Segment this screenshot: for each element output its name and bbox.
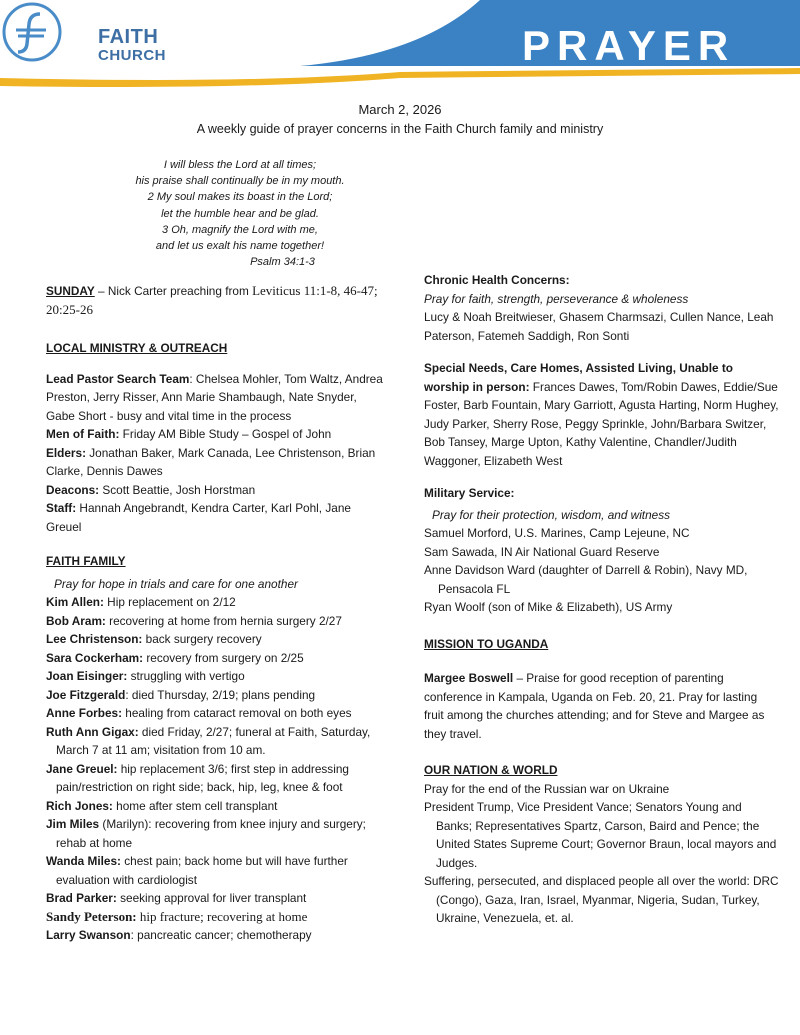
prayer-item [46,704,386,723]
ministry-label: Lead Pastor Search Team [46,371,190,386]
ministry-text: Scott Beattie, Josh Horstman [99,482,256,497]
prayer-item [46,889,386,908]
psalm-line: and let us exalt his name together! [155,240,325,253]
left-column [46,282,386,945]
prayer-text: : pancreatic cancer; chemotherapy [130,928,312,942]
prayer-text: back surgery recovery [142,632,262,646]
prayer-text: Hip replacement on 2/12 [103,595,236,609]
sunday-note [46,282,386,319]
ministry-text: Hannah Angebrandt, Kendra Carter, Karl Pohl, Jane Greuel [46,501,351,534]
prayer-name: Jim Miles [46,817,100,831]
prayer-text: died Friday, 2/27; funeral at Faith, Saturday, March 7 at 11 am; visitation from 10 am. [56,724,371,757]
ministry-item [46,499,386,536]
prayer-text: healing from cataract removal on both eyes [122,706,352,720]
prayer-name: Sara Cockerham: [46,650,144,665]
bulletin-subtitle: A weekly guide of prayer concerns in the Faith Church family and ministry [196,122,604,136]
uganda-text: – Praise for good reception of parenting conference in Kampala, Uganda on Feb. 20, 21. Pray for lasting fruit among the churches attending; and for Steve and Margee as they travel. [424,671,765,741]
nation-heading: OUR NATION & WORLD [424,763,558,777]
bulletin-date: March 2, 2026 [358,102,442,117]
ministry-label: Men of Faith: [46,427,120,441]
nation-item: Pray for the end of the Russian war on Ukraine [424,781,670,796]
psalm-reference: Psalm 34:1-3 [250,256,315,269]
prayer-item [46,852,386,889]
prayer-name: Ruth Ann Gigax: [46,724,139,739]
prayer-item [46,926,386,945]
military-item: Samuel Morford, U.S. Marines, Camp Lejeune, NC [424,526,690,540]
ministry-item [46,444,386,481]
prayer-text: : died Thursday, 2/19; plans pending [125,687,316,702]
prayer-item [46,797,386,816]
right-column [424,271,779,928]
brand-line1: FAITH [98,26,159,48]
psalm-line: 3 Oh, magnify the Lord with me, [162,223,318,236]
prayer-item [46,815,386,852]
ministry-text: Jonathan Baker, Mark Canada, Lee Christenson, Brian Clarke, Dennis Dawes [46,445,376,478]
brand-name [98,27,166,65]
ministry-label: Deacons: [46,482,100,497]
special-needs-heading: Special Needs, Care Homes, Assisted Living, Unable to worship in person: [424,361,734,394]
nation-item: Suffering, persecuted, and displaced people all over the world: DRC (Congo), Gaza, Iran, Israel, Myanmar, Nigeria, Sudan, Turkey, Ukraine, Venezuela, et. al. [424,874,779,925]
prayer-text: recovery from surgery on 2/25 [143,650,304,665]
prayer-item [46,593,386,612]
prayer-name: Lee Christenson: [46,632,143,646]
military-heading: Military Service: [424,486,515,500]
psalm-line: 2 My soul makes its boast in the Lord; [147,191,333,204]
sunday-text: – Nick Carter preaching from [94,284,253,298]
prayer-text: hip replacement 3/6; first step in addressing pain/restriction on right side; back, hip, leg, knee & foot [56,761,349,794]
nation-item: President Trump, Vice President Vance; Senators Young and Banks; Representatives Spartz, Carson, Baird and Pence; the United States Supreme Court; Governor Braun, local mayors and Judges. [424,800,777,870]
prayer-item [46,630,386,649]
prayer-name: Sandy Peterson: [46,908,137,924]
prayer-name: Kim Allen: [46,595,104,609]
prayer-text: (Marilyn): recovering from knee injury and surgery; rehab at home [56,817,366,850]
ministry-label: Staff: [46,501,77,515]
prayer-name: Jane Greuel: [46,761,118,776]
sunday-scripture: Leviticus 11:1-8, 46-47; 20:25-26 [46,283,378,317]
prayer-name: Larry Swanson [46,928,131,942]
prayer-text: chest pain; back home but will have further evaluation with cardiologist [56,854,348,887]
chronic-names: Lucy & Noah Breitwieser, Ghasem Charmsazi, Cullen Nance, Leah Paterson, Fatemeh Saddigh, Ron Sonti [424,310,774,343]
prayer-name: Rich Jones: [46,798,113,813]
faith-family-intro: Pray for hope in trials and care for one another [54,576,298,591]
ministry-text: : Chelsea Mohler, Tom Waltz, Andrea Preston, Jerry Risser, Ann Marie Shambaugh, Nate Snyder, Gabe Short - busy and vital time in the process [46,371,383,423]
prayer-name: Wanda Miles: [46,854,121,868]
prayer-item [46,649,386,668]
military-item: Ryan Woolf (son of Mike & Elizabeth), US Army [424,600,673,614]
prayer-name: Bob Aram: [46,613,106,628]
special-needs-names: Frances Dawes, Tom/Robin Dawes, Eddie/Sue Foster, Barb Fountain, Mary Garriott, Agusta Harting, Norm Hughey, Judy Parker, Sherry Rose, Peggy Sprinkle, John/Barbara Switzer, Bob Tansey, Marge Upton, Kathy Valentine, Chandler/Judith Waggoner, Elizabeth West [424,379,779,468]
ministry-item [46,370,386,426]
special-needs [424,359,779,470]
uganda-name: Margee Boswell [424,671,514,685]
prayer-text: seeking approval for liver transplant [116,891,307,905]
psalm-quote [90,157,390,270]
psalm-line: I will bless the Lord at all times; [163,159,317,171]
banner-title: PRAYER [522,22,736,69]
ministry-item [46,481,386,500]
local-ministry-heading: LOCAL MINISTRY & OUTREACH [46,341,228,355]
prayer-item [46,723,386,760]
faith-family-heading: FAITH FAMILY [46,554,126,568]
prayer-text: struggling with vertigo [127,669,245,683]
prayer-name: Joan Eisinger: [46,669,128,683]
header-banner [0,0,800,92]
ministry-label: Elders: [46,445,86,460]
uganda-note [424,669,779,743]
faith-church-logo-icon [0,0,64,64]
military-item: Sam Sawada, IN Air National Guard Reserve [424,544,660,559]
brand-line2: CHURCH [98,47,166,64]
uganda-heading: MISSION TO UGANDA [424,636,549,651]
prayer-text: hip fracture; recovering at home [136,908,308,924]
prayer-name: Joe Fitzgerald [46,687,126,702]
prayer-text: recovering at home from hernia surgery 2/27 [105,613,342,628]
prayer-item [46,667,386,686]
prayer-item [46,760,386,797]
prayer-name: Anne Forbes: [46,706,123,720]
chronic-intro: Pray for faith, strength, perseverance & wholeness [424,291,689,306]
military-intro: Pray for their protection, wisdom, and witness [432,507,671,522]
ministry-text: Friday AM Bible Study – Gospel of John [119,427,332,441]
psalm-line: his praise shall continually be in my mouth. [135,175,345,188]
chronic-heading: Chronic Health Concerns: [424,273,570,287]
prayer-text: home after stem cell transplant [112,798,278,813]
prayer-item [46,908,386,927]
military-item: Anne Davidson Ward (daughter of Darrell & Robin), Navy MD, Pensacola FL [424,563,748,596]
ministry-item [46,425,386,444]
sunday-label: SUNDAY [46,284,95,298]
prayer-item [46,686,386,705]
prayer-item [46,612,386,631]
psalm-line: let the humble hear and be glad. [161,207,319,220]
prayer-name: Brad Parker: [46,891,117,905]
